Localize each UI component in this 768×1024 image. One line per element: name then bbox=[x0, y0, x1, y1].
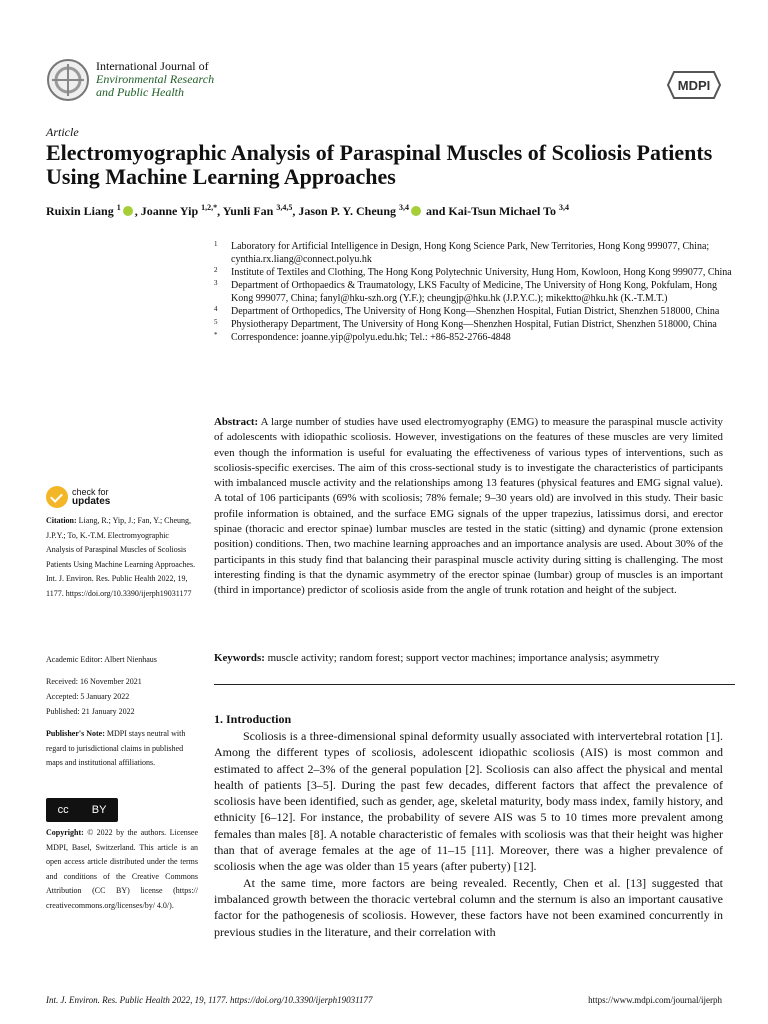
received-date: Received: 16 November 2021 bbox=[46, 677, 142, 686]
publisher-note: Publisher's Note: MDPI stays neutral with regard to jurisdictional claims in published maps and institutional affiliations. bbox=[46, 729, 186, 767]
mdpi-logo-icon bbox=[666, 70, 722, 100]
footer-citation: Int. J. Environ. Res. Public Health 2022, 19, 1177. https://doi.org/10.3390/ijerph19031177 bbox=[46, 995, 373, 1005]
affiliation-number: 2 bbox=[214, 266, 218, 274]
author-affiliation-sup: 1 bbox=[116, 203, 121, 212]
author-affiliation-sup: 3,4 bbox=[399, 203, 410, 212]
divider bbox=[214, 684, 735, 685]
footer-journal-link[interactable]: https://www.mdpi.com/journal/ijerph bbox=[588, 995, 722, 1005]
affiliation-item bbox=[214, 240, 734, 266]
author-affiliation-sup: 1,2,* bbox=[201, 203, 218, 212]
affiliation-text: Department of Orthopedics, The University of Hong Kong—Shenzhen Hospital, Futian District, Shenzhen 518000, China bbox=[231, 306, 720, 317]
author-name: Joanne Yip bbox=[140, 204, 202, 218]
author-affiliation-sup: 3,4,5 bbox=[276, 203, 293, 212]
orcid-icon[interactable] bbox=[123, 206, 133, 216]
author-list: Ruixin Liang $^1$ , Joanne Yip $^{1,2,*}$, Yunli Fan $^{3,4,5}$, Jason P. Y. Cheung $^{3,4}$ and Kai-Tsun Michael To $^{3,4}$ bbox=[46, 203, 569, 218]
affiliation-number: * bbox=[214, 331, 218, 339]
affiliation-item bbox=[214, 331, 734, 344]
affiliation-text: Institute of Textiles and Clothing, The Hong Kong Polytechnic University, Hung Hom, Kowloon, Hong Kong 999077, China bbox=[231, 267, 732, 278]
affiliation-text: Department of Orthopaedics & Traumatology, LKS Faculty of Medicine, The University of Hong Kong, Pokfulam, Hong Kong 999077, China; fanyl@hku-szh.org (Y.F.); cheungjp@hku.hk (J.P.Y.C.); mikektto@hku.hk (K.-T.M.T.) bbox=[231, 280, 718, 304]
keywords: Keywords: muscle activity; random forest; support vector machines; importance analysis; asymmetry bbox=[214, 652, 660, 664]
affiliation-item bbox=[214, 279, 734, 305]
affiliation-number: 3 bbox=[214, 279, 218, 287]
introduction-text bbox=[214, 728, 723, 940]
affiliation-item bbox=[214, 266, 734, 279]
section-heading: 1. Introduction bbox=[214, 712, 292, 726]
orcid-icon[interactable] bbox=[411, 206, 421, 216]
affiliation-number: 4 bbox=[214, 305, 218, 313]
author-name: Kai-Tsun Michael To bbox=[448, 204, 559, 218]
affiliation-number: 5 bbox=[214, 318, 218, 326]
affiliation-number: 1 bbox=[214, 240, 218, 248]
check-icon bbox=[46, 486, 68, 508]
journal-logo-icon bbox=[46, 58, 90, 102]
paragraph: Scoliosis is a three-dimensional spinal deformity usually associated with intervertebral rotation [1]. Among the different types of scoliosis, adolescent idiopathic scoliosis (AIS) is most common and estimated to affect 2–3% of the general population [2]. Scoliosis can also affect the physical and mental health of patients [3–5]. During the past few decades, different factors that affect the prevalence of scoliosis have been identified, such as gender, age, skeletal maturity, body mass index, family history, and ethnicity [6–12]. For instance, the probability of severe AIS was 5 to 10 times more prevalent among females than males [8]. A notable characteristic of females with scoliosis was that their height was higher than that of average females at the age of 11–15 [11]. Moreover, there was a higher prevalence of scoliosis when the age was older than 15 years (after puberty) [12]. bbox=[214, 729, 723, 874]
cc-by-license-icon[interactable]: cc BY bbox=[46, 798, 118, 822]
article-type: Article bbox=[46, 125, 79, 139]
academic-editor: Academic Editor: Albert Nienhaus bbox=[46, 655, 157, 664]
abstract: Abstract: A large number of studies have used electromyography (EMG) to measure the paraspinal muscle activity of adolescents with idiopathic scoliosis. However, investigations on the features of these muscles are very limited even though the information is useful for evaluating the effectiveness of various types of interventions, such as scoliosis-specific exercises. The aim of this cross-sectional study is to investigate the characteristics of participants with imbalanced muscle activity and the relationships among 13 features (physical features and EMG signal value). A total of 106 participants (69% with scoliosis; 78% female; 9–30 years old) are involved in this study. Their basic profile information is obtained, and the surface EMG signals of the upper trapezius, latissimus dorsi, and erector spinae (thoracic and erector spinae) lumbar muscles are tested in the static (sitting) and dynamic (prone extension position) conditions. Then, two machine learning approaches and an importance analysis are used. About 30% of the participants in this study find that balancing their paraspinal muscle activity during sitting is challenging. The most interesting finding is that the dynamic asymmetry of the erector spinae (lumbar) group of muscles is an important (third in importance) predictor of scoliosis aside from the angle of trunk rotation and height of the subject. bbox=[214, 416, 723, 597]
author-name: Yunli Fan bbox=[222, 204, 277, 218]
svg-text:MDPI: MDPI bbox=[677, 78, 711, 93]
paragraph: At the same time, more factors are being revealed. Recently, Chen et al. [13] suggested that imbalanced growth between the thoracic vertebral column and the sternum is also an important causative factor for the pathogenesis of scoliosis. However, these factors have not been examined concurrently in previous studies in the literature, and their correlation with bbox=[214, 875, 723, 939]
copyright: Copyright: © 2022 by the authors. Licensee MDPI, Basel, Switzerland. This article is an open access article distributed under the terms and conditions of the Creative Commons Attribution (CC BY) license (https:// creativecommons.org/licenses/by/ 4.0/). bbox=[46, 828, 199, 910]
accepted-date: Accepted: 5 January 2022 bbox=[46, 692, 130, 701]
author-name: Ruixin Liang bbox=[46, 204, 117, 218]
author-name: Jason P. Y. Cheung bbox=[298, 204, 400, 218]
affiliation-text: Correspondence: joanne.yip@polyu.edu.hk; Tel.: +86-852-2766-4848 bbox=[231, 332, 511, 343]
author-affiliation-sup: 3,4 bbox=[559, 203, 569, 212]
affiliation-text: Physiotherapy Department, The University of Hong Kong—Shenzhen Hospital, Futian District, Shenzhen 518000, China bbox=[231, 319, 717, 330]
citation: Citation: Liang, R.; Yip, J.; Fan, Y.; Cheung, J.P.Y.; To, K.-T.M. Electromyographic Analysis of Paraspinal Muscles of Scoliosis Patients Using Machine Learning Approaches. Int. J. Environ. Res. Public Health 2022, 19, 1177. https://doi.org/10.3390/ijerph19031177 bbox=[46, 516, 196, 598]
affiliation-item bbox=[214, 305, 734, 318]
published-date: Published: 21 January 2022 bbox=[46, 707, 135, 716]
affiliations bbox=[214, 240, 734, 344]
journal-name: International Journal of Environmental Research and Public Health bbox=[96, 59, 215, 99]
affiliation-text: Laboratory for Artificial Intelligence in Design, Hong Kong Science Park, New Territories, Hong Kong 999077, China; cynthia.rx.liang@connect.polyu.hk bbox=[231, 241, 710, 265]
paper-title: Electromyographic Analysis of Paraspinal Muscles of Scoliosis Patients Using Machine Learning Approaches bbox=[46, 140, 713, 189]
check-for-updates-button[interactable]: check for updates bbox=[46, 486, 110, 508]
affiliation-item bbox=[214, 318, 734, 331]
